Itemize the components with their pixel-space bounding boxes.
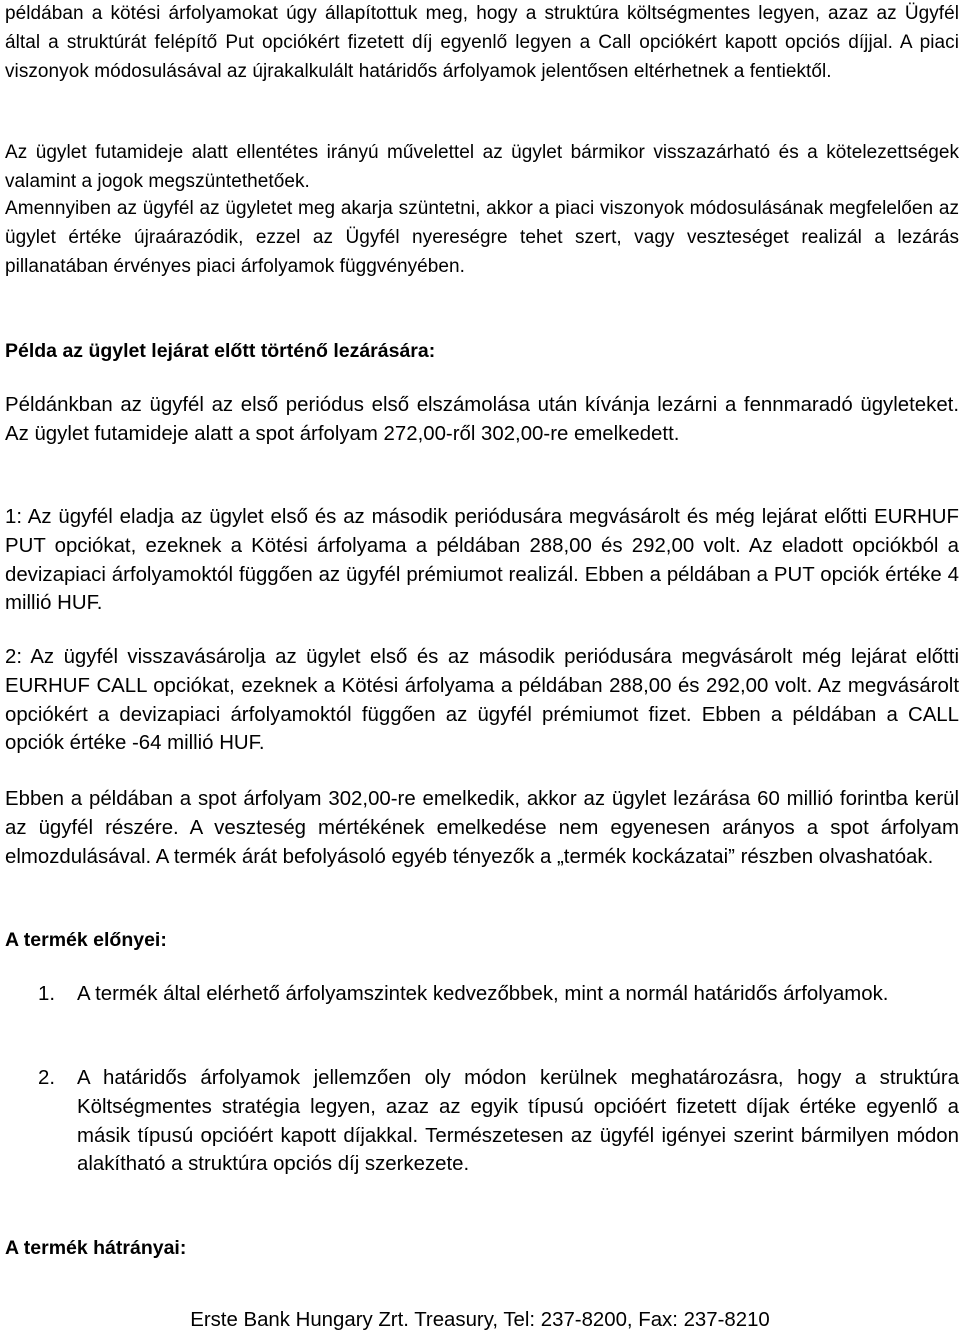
intro-paragraph: példában a kötési árfolyamokat úgy állapítottuk meg, hogy a struktúra költségmentes legyen, azaz az Ügyfél által a struktúrát felépítő Put opciókért fizetett díj egyenlő legyen a Call opciókért kapott opciós díjjal. A piaci viszonyok módosulásával az újrakalkulált határidős árfolyamok jelentősen eltérhetnek a fentiektől.	[5, 3, 959, 82]
example-step-2-paragraph: 2: Az ügyfél visszavásárolja az ügylet első és az második periódusára megvásárolt még lejárat előtti EURHUF CALL opciókat, ezeknek a Kötési árfolyama a példában 288,00 és 292,00 volt. Az megvásárolt opciókért a devizapiaci árfolyamoktól függően az ügyfél prémiumot fizet. Ebben a példában a CALL opciók értéke -64 millió HUF.	[5, 646, 959, 755]
example-intro-paragraph: Példánkban az ügyfél az első periódus első elszámolása után kívánja lezárni a fennmaradó ügyleteket. Az ügylet futamideje alatt a spot árfolyam 272,00-ről 302,00-re emelkedett.	[5, 394, 959, 445]
list-item-text: A határidős árfolyamok jellemzően oly módon kerülnek meghatározásra, hogy a struktúra Költségmentes stratégia legyen, azaz az egyik típusú opcióért fizetett díjak értéke egyenlő a másik típusú opcióért kapott díjakkal. Természetesen az ügyfél igényei szerint bármilyen módon alakítható a struktúra opciós díj szerkezete.	[77, 1067, 959, 1176]
advantages-heading: A termék előnyei:	[5, 929, 167, 951]
closing-paragraph: Az ügylet futamideje alatt ellentétes irányú művelettel az ügylet bármikor visszazárható és a kötelezettségek valamint a jogok megszüntethetőek.	[5, 142, 959, 192]
disadvantages-heading: A termék hátrányai:	[5, 1237, 187, 1259]
example-step-1-paragraph: 1: Az ügyfél eladja az ügylet első és az második periódusára megvásárolt és még lejárat előtti EURHUF PUT opciókat, ezeknek a Kötési árfolyama a példában 288,00 és 292,00 volt. Az eladott opciókból a devizapiaci árfolyamoktól függően az ügyfél prémiumot realizál. Ebben a példában a PUT opciók értéke 4 millió HUF.	[5, 506, 959, 615]
example-heading: Példa az ügylet lejárat előtt történő lezárására:	[5, 340, 436, 362]
example-result-paragraph: Ebben a példában a spot árfolyam 302,00-re emelkedik, akkor az ügylet lezárása 60 millió forintba kerül az ügyfél részére. A veszteség mértékének emelkedése nem egyenesen arányos a spot árfolyam elmozdulásával. A termék árát befolyásoló egyéb tényezők a „termék kockázatai” részben olvashatóak.	[5, 788, 959, 868]
list-item-number: 1.	[38, 983, 56, 1005]
list-item-number: 2.	[38, 1067, 56, 1089]
page-footer: Erste Bank Hungary Zrt. Treasury, Tel: 237-8200, Fax: 237-8210	[190, 1309, 770, 1331]
termination-paragraph: Amennyiben az ügyfél az ügyletet meg akarja szüntetni, akkor a piaci viszonyok módosulásának megfelelően az ügylet értéke újraárazódik, ezzel az Ügyfél nyereségre tehet szert, vagy veszteséget realizál a lezárás pillanatában érvényes piaci árfolyamok függvényében.	[5, 198, 959, 277]
list-item-text: A termék által elérhető árfolyamszintek kedvezőbbek, mint a normál határidős árfolyamok.	[77, 983, 889, 1005]
